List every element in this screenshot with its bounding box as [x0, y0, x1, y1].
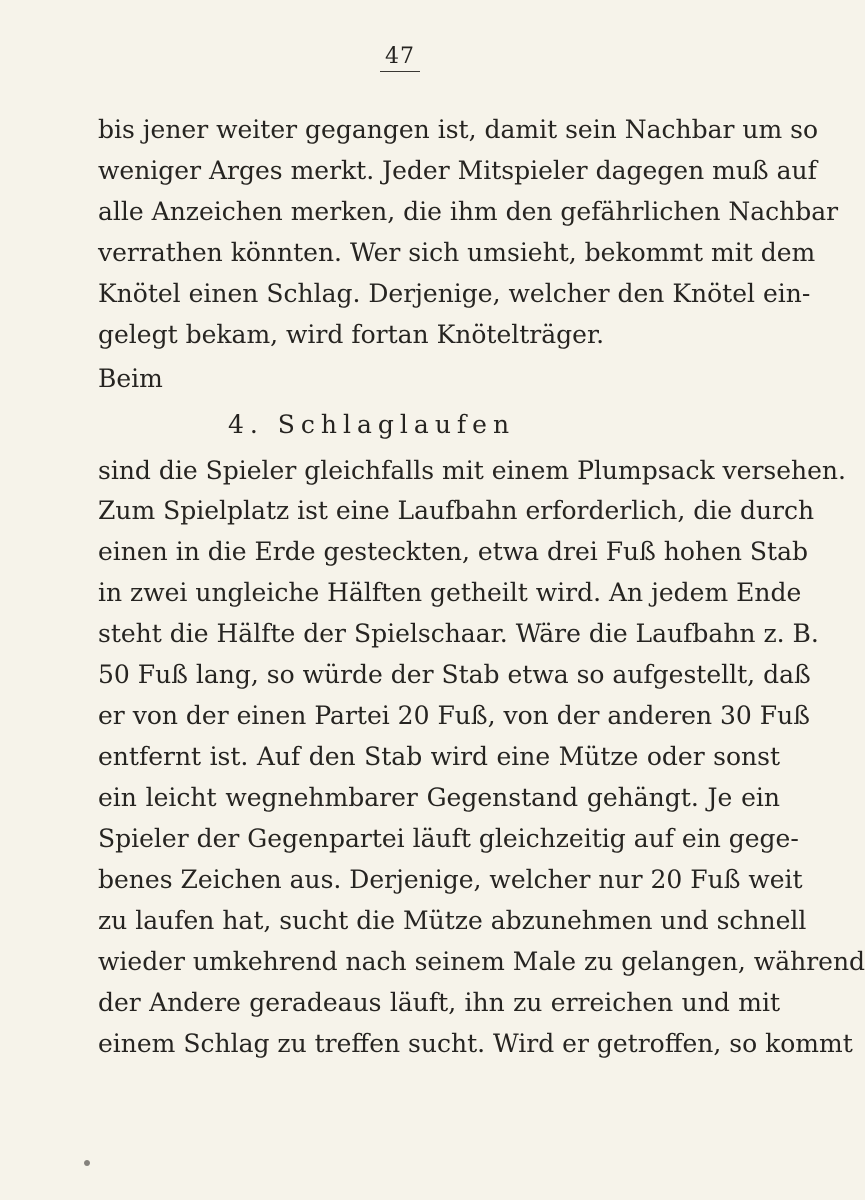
text-line: ein leicht wegnehmbarer Gegenstand gehängt. Je ein: [98, 783, 780, 812]
text-line: alle Anzeichen merken, die ihm den gefährlichen Nachbar: [98, 197, 839, 226]
text-line: benes Zeichen aus. Derjenige, welcher nur 20 Fuß weit: [98, 865, 803, 894]
text-line: in zwei ungleiche Hälften getheilt wird. An jedem Ende: [98, 578, 802, 607]
text-line: verrathen könnten. Wer sich umsieht, bekommt mit dem: [98, 238, 816, 267]
text-line: einem Schlag zu treffen sucht. Wird er getroffen, so kommt: [98, 1029, 853, 1058]
text-line: der Andere geradeaus läuft, ihn zu erreichen und mit: [98, 988, 780, 1017]
page-number: 47: [380, 44, 420, 69]
text-line: einen in die Erde gesteckten, etwa drei Fuß hohen Stab: [98, 537, 808, 566]
text-line: sind die Spieler gleichfalls mit einem Plumpsack versehen.: [98, 456, 846, 485]
text-line: weniger Arges merkt. Jeder Mitspieler dagegen muß auf: [98, 156, 817, 185]
text-line: Spieler der Gegenpartei läuft gleichzeitig auf ein gege-: [98, 824, 799, 853]
text-line: Zum Spielplatz ist eine Laufbahn erforderlich, die durch: [98, 496, 815, 525]
text-line: zu laufen hat, sucht die Mütze abzunehmen und schnell: [98, 906, 807, 935]
text-line: entfernt ist. Auf den Stab wird eine Mütze oder sonst: [98, 742, 780, 771]
text-line: gelegt bekam, wird fortan Knötelträger.: [98, 320, 605, 349]
text-line: wieder umkehrend nach seinem Male zu gelangen, während: [98, 947, 865, 976]
intro-word: Beim: [98, 364, 163, 393]
text-line: 50 Fuß lang, so würde der Stab etwa so aufgestellt, daß: [98, 660, 811, 689]
text-line: er von der einen Partei 20 Fuß, von der anderen 30 Fuß: [98, 701, 810, 730]
section-heading: 4. Schlaglaufen: [228, 410, 516, 439]
text-line: Knötel einen Schlag. Derjenige, welcher den Knötel ein-: [98, 279, 811, 308]
text-line: bis jener weiter gegangen ist, damit sein Nachbar um so: [98, 115, 819, 144]
text-line: steht die Hälfte der Spielschaar. Wäre die Laufbahn z. B.: [98, 619, 819, 648]
ink-speck: [84, 1160, 90, 1166]
